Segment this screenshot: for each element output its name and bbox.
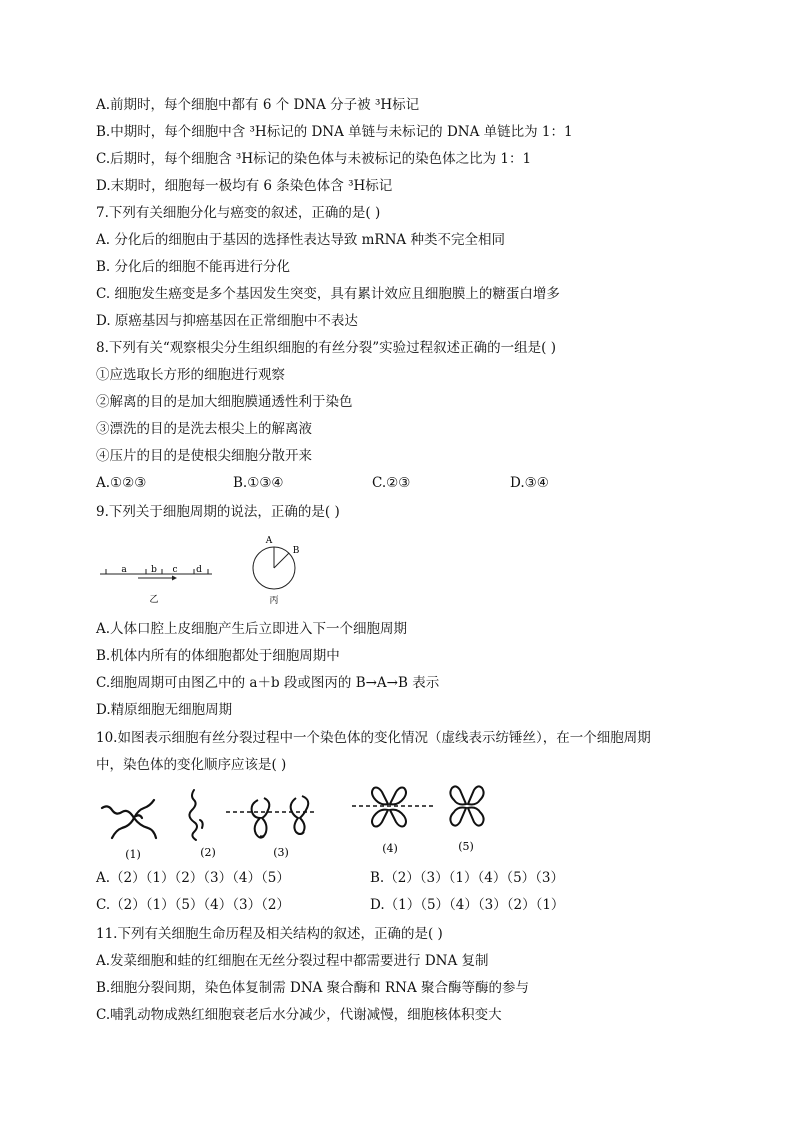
- q8-choices: [96, 474, 696, 492]
- q6-option-c: C.后期时，每个细胞含 ³H标记的染色体与未被标记的染色体之比为 1：1: [96, 151, 532, 167]
- q9-option-c: C.细胞周期可由图乙中的 a＋b 段或图丙的 B→A→B 表示: [96, 675, 440, 691]
- circle-label-b: B: [292, 546, 300, 556]
- segment-label-c: c: [172, 565, 178, 575]
- q7-option-a: A. 分化后的细胞由于基因的选择性表达导致 mRNA 种类不完全相同: [96, 232, 505, 248]
- figure-label-1: (1): [125, 848, 141, 861]
- line-caption: 乙: [149, 595, 159, 605]
- q6-option-a: A.前期时，每个细胞中都有 6 个 DNA 分子被 ³H标记: [96, 97, 420, 113]
- chromosome-stage-4: [352, 788, 436, 827]
- q10-choices-row2: [96, 896, 696, 914]
- q8-item-3: ③漂洗的目的是洗去根尖上的解离液: [96, 421, 312, 437]
- chromosome-figure: [96, 780, 516, 862]
- figure-label-3: (3): [273, 846, 289, 859]
- q7-option-d: D. 原癌基因与抑癌基因在正常细胞中不表达: [96, 313, 358, 329]
- q11-option-b: B.细胞分裂间期，染色体复制需 DNA 聚合酶和 RNA 聚合酶等酶的参与: [96, 980, 529, 996]
- q10-choice-a: A.（2）（1）（2）（3）（4）（5）: [96, 870, 290, 886]
- circle-caption: 丙: [269, 596, 279, 606]
- q9-option-d: D.精原细胞无细胞周期: [96, 702, 233, 718]
- segment-label-b: b: [151, 565, 157, 575]
- q8-item-1: ①应选取长方形的细胞进行观察: [96, 367, 285, 383]
- q7-option-c: C. 细胞发生癌变是多个基因发生突变，具有累计效应且细胞膜上的糖蛋白增多: [96, 286, 560, 302]
- q8-choice-d: D.③④: [510, 475, 549, 491]
- q8-item-2: ②解离的目的是加大细胞膜通透性利于染色: [96, 394, 353, 410]
- q10-choice-b: B.（2）（3）（1）（4）（5）（3）: [370, 870, 564, 886]
- chromosome-stage-5: [450, 786, 483, 825]
- cell-cycle-figure: [96, 532, 316, 608]
- segment-label-d: d: [196, 565, 202, 575]
- circle-label-a: A: [265, 536, 273, 546]
- q7-option-b: B. 分化后的细胞不能再进行分化: [96, 259, 291, 275]
- figure-label-4: (4): [382, 842, 398, 855]
- q11-stem: 11.下列有关细胞生命历程及相关结构的叙述，正确的是( ): [96, 926, 443, 942]
- q11-option-a: A.发菜细胞和蛙的红细胞在无丝分裂过程中都需要进行 DNA 复制: [96, 953, 489, 969]
- chromosome-stage-2: [189, 790, 202, 840]
- q6-option-b: B.中期时，每个细胞中含 ³H标记的 DNA 单链与未标记的 DNA 单链比为 1：1: [96, 124, 573, 140]
- q8-choice-c: C.②③: [372, 475, 411, 491]
- q9-option-a: A.人体口腔上皮细胞产生后立即进入下一个细胞周期: [96, 621, 408, 637]
- q8-choice-b: B.①③④: [233, 475, 284, 491]
- line-diagram: [100, 565, 212, 605]
- circle-diagram: [253, 536, 300, 606]
- q6-option-d: D.末期时，细胞每一极均有 6 条染色体含 ³H标记: [96, 178, 393, 194]
- chromosome-stage-1: [102, 800, 156, 838]
- q10-choices-row1: [96, 869, 696, 887]
- q8-item-4: ④压片的目的是使根尖细胞分散开来: [96, 448, 312, 464]
- q8-stem: 8.下列有关“观察根尖分生组织细胞的有丝分裂”实验过程叙述正确的一组是( ): [96, 340, 557, 356]
- q10-stem-line1: 10.如图表示细胞有丝分裂过程中一个染色体的变化情况（虚线表示纺锤丝），在一个细胞周期: [96, 730, 651, 746]
- q10-stem-line2: 中，染色体的变化顺序应该是( ): [96, 757, 287, 773]
- chromosome-stage-3: [226, 796, 316, 838]
- q9-stem: 9.下列关于细胞周期的说法，正确的是( ): [96, 504, 340, 520]
- q7-stem: 7.下列有关细胞分化与癌变的叙述，正确的是( ): [96, 205, 381, 221]
- q8-choice-a: A.①②③: [96, 475, 147, 491]
- q10-choice-c: C.（2）（1）（5）（4）（3）（2）: [96, 897, 290, 913]
- figure-label-5: (5): [458, 840, 474, 853]
- figure-label-2: (2): [200, 846, 216, 859]
- q10-choice-d: D.（1）（5）（4）（3）（2）（1）: [370, 897, 565, 913]
- q9-option-b: B.机体内所有的体细胞都处于细胞周期中: [96, 648, 340, 664]
- segment-label-a: a: [121, 565, 127, 575]
- q11-option-c: C.哺乳动物成熟红细胞衰老后水分减少，代谢减慢，细胞核体积变大: [96, 1007, 502, 1023]
